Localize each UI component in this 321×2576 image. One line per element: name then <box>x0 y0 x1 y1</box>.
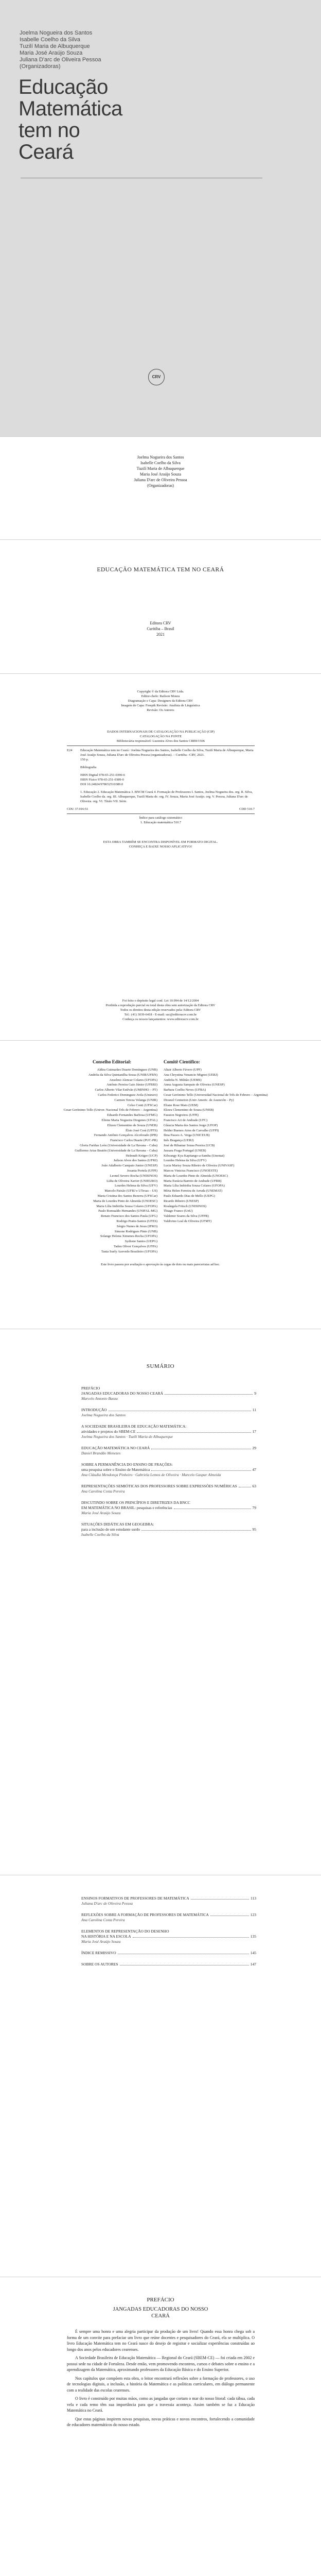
toc-entry-subtitle: JANGADAS EDUCADORAS DO NOSSO CEARÁ <box>81 1391 164 1396</box>
cip-pages: 150 p. <box>80 758 89 761</box>
committee-member: Paulo Eduardo Dias de Mello (UEPG) <box>164 1194 215 1198</box>
toc-entry-row <box>81 1962 256 1967</box>
toc-entry-authors: Maria José Araújo Souza <box>81 1511 121 1515</box>
toc-page-number: 95 <box>252 1527 256 1532</box>
rights-block <box>0 998 321 1022</box>
toc-list <box>81 1896 256 1973</box>
toc-page-number: 135 <box>250 1934 256 1939</box>
board-member: Jailson Alves dos Santos (UFRJ) <box>113 1159 157 1163</box>
contact-line: Tel.: (41) 3039-6418 - E-mail: sac@editoracrv.com.br <box>124 1013 197 1016</box>
preface-page <box>0 2277 321 2576</box>
cover-authors <box>20 30 101 70</box>
toc-entry[interactable] <box>81 1424 256 1439</box>
app-notice-line: CONHEÇA E BAIXE NOSSO APLICATIVO! <box>129 845 192 849</box>
paragraph: A Sociedade Brasileira de Educação Matemática — Regional do Ceará (SBEM-CE) — foi criada em 2002 e possui sede na cidade de Fortaleza. Desde então, vem promovendo encontros, cursos e debates sobre o ensino e a aprendizagem da Matemática, aproximando professores da Educação Básica e do Ensino Superior. <box>67 2355 255 2372</box>
toc-leader-dots <box>165 1391 253 1395</box>
board-member: Maria de Lourdes Pinto de Almeida (UNOESC) <box>93 1199 157 1203</box>
cip-index <box>67 814 255 825</box>
toc-leader-dots <box>210 1912 249 1916</box>
preface-heading: PREFÁCIO <box>147 2297 174 2303</box>
toc-entry-title: REPRESENTAÇÕES SEMIÓTICAS DOS PROFESSORES SOBRE EXPRESSÕES NUMÉRICAS <box>81 1484 237 1488</box>
toc-entry-authors: Joelma Nogueira dos Santos · Tuzilí Maria de Albuquerque <box>81 1434 173 1439</box>
toc-entry-subtitle: para a inclusão de um estudante surdo <box>81 1527 140 1532</box>
toc-page-number: 123 <box>250 1912 256 1917</box>
site-line: Conheça os nossos lançamentos: www.editoracrv.com.br <box>122 1018 199 1021</box>
toc-page-number: 63 <box>252 1484 256 1488</box>
publication-year: 2021 <box>156 632 165 637</box>
board-member: Maria Lília Imbiriba Sousa Colares (UFOPA) <box>96 1204 157 1208</box>
committee-member: Cesar Gerónimo Tello (Universidad Nacional de Três de Febrero – Argentina) <box>164 1093 268 1097</box>
toc-entry-row <box>81 1429 256 1434</box>
cip-title: DADOS INTERNACIONAIS DE CATALOGAÇÃO NA PUBLICAÇÃO (CIP) <box>107 730 215 734</box>
board-member: Sérgio Nunes de Jesus (IFRO) <box>117 1224 157 1228</box>
board-member: Josania Portela (UFPI) <box>127 1168 157 1173</box>
committee-member: Anna Augusta Sampaio de Oliveira (UNESP) <box>164 1083 225 1087</box>
toc-leader-dots <box>137 1429 251 1433</box>
board-member: Élsio José Corá (UFFS) <box>126 1128 157 1132</box>
cover-title-line: Ceará <box>19 141 74 163</box>
committee-member: Gláucia Maria dos Santos Jorge (UFOP) <box>164 1123 218 1127</box>
toc-entry[interactable] <box>81 1484 256 1494</box>
cip-entry-row <box>67 748 255 804</box>
cover-author: Tuzilí Maria de Albuquerque <box>20 43 90 49</box>
cover-image-line: Imagem de Capa: Freepik Revisão: Analista de Linguística <box>121 704 200 707</box>
paragraph: O livro é construído por muitas mãos, como as jangadas que cortam o mar do nosso litoral: cada tábua, cada vela e cada remo têm sua importância para que a travessia aconteça. Assim também se faz a Educação Matemática no Ceará. <box>67 2396 255 2413</box>
isbn-digital: ISBN Digital 978-65-251-0390-6 <box>80 773 126 777</box>
toc-entry[interactable] <box>81 1408 256 1418</box>
board-member: Maria Cristina dos Santos Bezerra (UFSCar) <box>97 1194 157 1198</box>
committee-member: Barbara Coelho Neves (UFBA) <box>164 1088 206 1092</box>
toc-leader-dots <box>239 1484 251 1487</box>
toc-entry-subtitle: NA HISTÓRIA E NA ESCOLA <box>81 1934 131 1939</box>
committee-member: Altair Alberto Fávero (UPF) <box>164 1068 202 1072</box>
toc-entry-row <box>81 1951 256 1956</box>
toc-entry[interactable] <box>81 1462 256 1478</box>
toc-leader-dots <box>133 1934 249 1938</box>
board-member: Carlos Alberto Vilar Estêvão (UMINHO – PT) <box>95 1088 157 1092</box>
legal-deposit: Foi feito o depósito legal conf. Lei 10.994 de 14/12/2004 <box>122 999 199 1003</box>
toc-page-number: 47 <box>252 1467 256 1472</box>
cip-card <box>67 745 255 811</box>
committee-member: Fauston Negreiros (UFPI) <box>164 1113 199 1117</box>
toc-entry-authors: Ana Carolina Costa Pereira <box>81 1489 125 1494</box>
toc-entry-title: EDUCAÇÃO MATEMÁTICA NO CEARÁ <box>81 1446 150 1450</box>
toc-entry-authors: Maria José Araújo Souza <box>81 1939 121 1944</box>
toc-page-number: 9 <box>254 1391 256 1396</box>
committee-member: Helder Buenos Aires de Carvalho (UFPI) <box>164 1128 219 1132</box>
toc-entry-row <box>81 1467 256 1472</box>
board-member: Aldira Guimarães Duarte Domínguez (UNB) <box>97 1068 157 1072</box>
committee-member: Rosângela Fritsch (UNISINOS) <box>164 1204 207 1208</box>
cover-page <box>0 0 321 437</box>
board-member: Fernando Antônio Gonçalves Alcoforado (IPB) <box>94 1133 157 1138</box>
toc-leader-dots <box>174 1505 251 1509</box>
cip-code: E24 <box>67 749 73 752</box>
toc-entry-row <box>81 1934 256 1939</box>
toc-page-number: 17 <box>252 1429 256 1434</box>
toc-entry-authors: Marcelo Antonio Baeza <box>81 1396 118 1401</box>
title-page <box>0 540 321 674</box>
index-label: Índice para catálogo sistemático <box>139 816 183 820</box>
toc-page-2 <box>0 1875 321 2277</box>
board-member: Elione Maria Nogueira Diogenes (UFAL) <box>101 1118 157 1122</box>
toc-page-number: 113 <box>251 1896 256 1901</box>
board-member: Guillermo Arias Beatón (Universidade de La Havana – Cuba) <box>75 1148 157 1153</box>
committee-member: Míria Helen Ferreira de Arruda (UNEMAT) <box>164 1189 223 1193</box>
peer-review-note: Este livro passou por avaliação e aprovação às cegas de dois ou mais pareceristas ad hoc. <box>101 1263 220 1266</box>
organizers-label: (Organizadoras) <box>147 483 174 488</box>
cip-entry: Educação Matemática tem no Ceará / Joelma Nogueira dos Santos, Isabelle Coelho da Silva, Tuzilí Maria de Albuquerque, Maria José Araújo Souza, Juliana D'arc de Oliveira Pessoa (organizadoras). – Curitiba : CRV, 2021. <box>80 749 254 757</box>
committee-member: Eliane Rose Maio (UEM) <box>164 1103 198 1107</box>
board-member: Andréia da Silva Quintanilha Sousa (UNIR/UFRN) <box>88 1073 157 1077</box>
doi: DOI 10.24824/978652510389.0 <box>80 783 123 786</box>
toc-entry-authors: Juliana D'arc de Oliveira Pessoa <box>81 1901 133 1906</box>
book-title: EDUCAÇÃO MATEMÁTICA TEM NO CEARÁ <box>97 567 224 573</box>
committee-member: Lourdes Helena da Silva (UFV) <box>164 1159 207 1163</box>
toc-entry-title: SITUAÇÕES DIDÁTICAS EM GEOGEBRA: <box>81 1522 154 1527</box>
editorial-board-page <box>0 1041 321 1329</box>
imprint <box>0 620 321 637</box>
board-member: Simone Rodrigues Pinto (UNB) <box>114 1229 157 1233</box>
toc-entry-title: ENSINOS FORMATIVOS DE PROFESSORES DE MATEMÁTICA <box>81 1896 189 1901</box>
board-member: Anselmo Alencar Colares (UFOPA) <box>109 1078 157 1082</box>
board-member: Eduardo Fernandes Barbosa (UFMG) <box>106 1113 157 1117</box>
index-entry: 1. Educação matemática 510.7 <box>140 821 182 824</box>
committee-member: Kilwangy Kya Kapitango-a-Samba (Unemat) <box>164 1154 225 1158</box>
toc-entry-row <box>81 1446 256 1451</box>
toc-entry-authors: Joelma Nogueira dos Santos <box>81 1413 126 1417</box>
committee-member: Jussara Fraga Portugal (UNEB) <box>164 1148 206 1153</box>
toc-entry-title: SOBRE OS AUTORES <box>81 1962 118 1967</box>
board-member: Elizeu Clementino de Souza (UNEB) <box>107 1123 157 1127</box>
digital-notice-line: ESTA OBRA TAMBÉM SE ENCONTRA DISPONÍVEL EM FORMATO DIGITAL. <box>103 840 218 844</box>
toc-page-number: 79 <box>252 1505 256 1510</box>
toc-entry-title: A SOCIEDADE BRASILEIRA DE EDUCAÇÃO MATEMÁTICA: <box>81 1424 187 1429</box>
cover-author: Juliana D'arc de Oliveira Pessoa <box>20 57 101 63</box>
toc-leader-dots <box>151 1446 251 1449</box>
toc-entry[interactable] <box>81 1951 256 1956</box>
committee-title: Comitê Científico: <box>164 1059 200 1064</box>
toc-entry[interactable] <box>81 1522 256 1537</box>
crv-logo: CRV <box>148 369 165 385</box>
committee-member: Marcos Vinicius Francisco (UNOESTE) <box>164 1168 218 1173</box>
cdd: CDD 510.7 <box>239 807 255 811</box>
organizers-block <box>0 454 321 488</box>
isbn-physical: ISBN Físico 978-65-251-0389-0 <box>80 778 124 782</box>
toc-entry-row <box>81 1527 256 1532</box>
toc-leader-dots <box>191 1896 249 1900</box>
toc-entry[interactable] <box>81 1962 256 1967</box>
toc-page-1 <box>0 1329 321 1875</box>
paragraph: Que estas páginas inspirem novas pesquisas, novas práticas e novos encontros, fortalecendo a comunidade de educadores matemáticos do nosso estado. <box>67 2416 255 2427</box>
toc-leader-dots <box>120 1962 249 1965</box>
toc-entry-title: INTRODUÇÃO <box>81 1408 107 1412</box>
board-member: Tadeu Oliver Gonçalves (UFPA) <box>113 1244 157 1248</box>
toc-entry[interactable] <box>81 1912 256 1923</box>
cip-subtitle: CATALOGAÇÃO NA FONTE <box>139 735 182 738</box>
cover-author: Isabelle Coelho da Silva <box>20 37 81 43</box>
cover-organizers-label: (Organizadoras) <box>20 63 61 70</box>
cover-author: Maria José Araújo Souza <box>20 50 83 56</box>
board-title: Conselho Editorial: <box>93 1059 132 1064</box>
cip-librarian: Bibliotecária responsável: Luzenira Alves dos Santos CRB9/1506 <box>116 739 205 743</box>
toc-entry[interactable] <box>81 1500 256 1516</box>
organizer-name: Tuzilí Maria de Albuquerque <box>136 466 185 471</box>
toc-entry-authors: Isabelle Coelho da Silva <box>81 1532 119 1537</box>
prohibition: Proibida a reprodução parcial ou total desta obra sem autorização da Editora CRV <box>105 1004 216 1007</box>
committee-member: Maria de Lourdes Pinto de Almeida (UNOESC) <box>164 1174 228 1178</box>
publisher-city: Curitiba – Brasil <box>147 626 174 631</box>
cover-title-line: Educação <box>19 76 108 98</box>
board-member: Cesar Gerónimo Tello (Univer. Nacional Três de Febrero – Argentina) <box>63 1108 157 1112</box>
editor-line: Editor-chefe: Railson Moura <box>141 694 180 698</box>
toc-entry-row <box>81 1505 256 1511</box>
organizer-name: Juliana D'arc de Oliveira Pessoa <box>134 478 187 482</box>
cover-author: Joelma Nogueira dos Santos <box>20 30 93 36</box>
committee-member: Thiago Franco (UnU) <box>164 1209 193 1213</box>
toc-entry-title: ELEMENTOS DE REPRESENTAÇÃO DO DESENHO <box>81 1929 169 1934</box>
toc-page-number: 11 <box>252 1408 256 1412</box>
committee-member: Ricardo Ribeiro (UNESP) <box>164 1199 199 1203</box>
board-member: Solange Helena Ximenes-Rocha (UFOPA) <box>100 1234 157 1239</box>
committee-member: Lucia Marisy Souza Ribeiro de Oliveira (UNIVASF) <box>164 1164 235 1168</box>
board-member: Sydione Santos (UEPG) <box>124 1240 157 1244</box>
cover-title-line: Matemática <box>19 97 122 120</box>
board-member: Lourdes Helena da Silva (UFV) <box>114 1184 157 1188</box>
toc-entry-title: DISCUTINDO SOBRE OS PRINCÍPIOS E DIRETRIZES DA BNCC <box>81 1500 190 1505</box>
toc-leader-dots <box>151 1467 251 1471</box>
committee-member: Andréia N. Militão (UEMS) <box>164 1078 202 1082</box>
copyright-page <box>0 674 321 1041</box>
toc-entry-subtitle: uma pesquisa sobre o Ensino de Matemática <box>81 1467 150 1472</box>
organizer-name: Joelma Nogueira dos Santos <box>137 455 184 460</box>
toc-entry-authors: Daniel Brandão Menezes <box>81 1451 121 1455</box>
committee-member: Inês Bragança (UERJ) <box>164 1139 194 1143</box>
committee-member: Valdivino Leal de Oliveira (UFMT) <box>164 1219 212 1223</box>
toc-leader-dots <box>118 1951 249 1954</box>
organizer-name: Maria José Araújo Souza <box>139 472 182 477</box>
cover-title-line: tem no <box>19 119 80 142</box>
toc-entry-row <box>81 1912 256 1918</box>
toc-entry-title: SOBRE A PERMANÊNCIA DO ENSINO DE FRAÇÕES: <box>81 1462 173 1467</box>
board-member: Marcelo Paixão (UFRJ e UTexas – US) <box>104 1189 157 1193</box>
board-member: Paulo Romualdo Hernandes (UNIFAL-MG) <box>98 1209 157 1213</box>
paragraph: Nos capítulos que compõem esta obra, o leitor encontrará reflexões sobre a formação de professores, o uso de tecnologias digitais, a inclusão, a história da Matemática e as políticas curriculares, em diálogo permanente com a realidade das escolas cearenses. <box>67 2376 255 2393</box>
toc-entry-subtitle: EM MATEMÁTICA NO BRASIL: pesquisas e referências <box>81 1505 172 1510</box>
toc-entry-authors: Ana Cláudia Mendonça Pinheiro · Gabriela Lemos de Oliveira · Marcelo Gaspar Almeida <box>81 1472 221 1477</box>
rights-reserved: Todos os direitos desta edição reservados pela: Editora CRV <box>120 1008 201 1012</box>
preface-title-block <box>0 2306 321 2319</box>
committee-member: Diosnel Centurion (Univ Americ. de Asunción – Py) <box>164 1098 234 1102</box>
toc-page-number: 147 <box>250 1962 256 1967</box>
committee-member: Ilma Passos A. Veiga (UNICEUB) <box>164 1133 210 1138</box>
toc-entry-subtitle: atividades e projetos do SBEM-CE <box>81 1429 136 1434</box>
toc-page-number: 145 <box>250 1951 256 1955</box>
board-member: Francisco Carlos Duarte (PUC-PR) <box>110 1139 157 1143</box>
committee-member: Maria Eurácia Barreto de Andrade (UFRB) <box>164 1179 222 1183</box>
cip-class-row <box>67 807 255 811</box>
publisher-name: Editora CRV <box>150 621 171 625</box>
paragraph: É sempre uma honra e uma alegria participar da produção de um livro! Quando essa honra chega sob a forma de um convite para prefaciar um livro que reúne docentes e pesquisadores do Ceará, ela se multiplica. O livro Educação Matemática tem no Ceará nasce do desejo de registrar e socializar experiências construídas ao longo dos anos pelos educadores cearenses. <box>67 2329 255 2352</box>
board-member: Carlos Federico Dominguez Avila (Unieuro) <box>98 1093 157 1097</box>
toc-entry-row <box>81 1896 256 1901</box>
toc-list <box>81 1386 256 1544</box>
cip-block <box>67 730 255 825</box>
board-member: Helmuth Krüger (UCP) <box>126 1154 157 1158</box>
toc-entry[interactable] <box>81 1929 256 1944</box>
board-member: Tania Suely Azevedo Brasileiro (UFOPA) <box>101 1249 157 1253</box>
board-member: Renato Francisco dos Santos Paula (UFG) <box>101 1214 157 1218</box>
toc-page-number: 29 <box>252 1446 256 1450</box>
board-member: Lídia de Oliveira Xavier (UNIEURO) <box>106 1179 157 1183</box>
toc-entry[interactable] <box>81 1386 256 1401</box>
organizer-name: Isabelle Coelho da Silva <box>140 461 181 465</box>
credits <box>0 689 321 713</box>
board-member: Antônio Pereira Gaio Júnior (UFRRJ) <box>106 1083 157 1087</box>
digital-notice <box>0 840 321 849</box>
toc-heading: SUMÁRIO <box>146 1363 175 1369</box>
review-line: Revisão: Os Autores <box>147 708 174 712</box>
toc-entry-row <box>81 1408 256 1413</box>
toc-leader-dots <box>109 1408 251 1411</box>
board-member: João Adalberto Campato Junior (UNESP) <box>101 1164 157 1168</box>
committee-member: Francisco Ari de Andrade (UFC) <box>164 1118 208 1122</box>
toc-entry[interactable] <box>81 1446 256 1456</box>
board-member: Celso Conti (UFSCar) <box>127 1103 157 1107</box>
board-member: Carmen Tereza Velanga (UNIR) <box>114 1098 157 1102</box>
cdu: CDU 37.016:51 <box>67 807 88 811</box>
copyright-line: Copyright © da Editora CRV Ltda. <box>137 690 184 693</box>
preface-title: JANGADAS EDUCADORAS DO NOSSO CEARÁ <box>113 2307 208 2319</box>
toc-entry-title: ÍNDICE REMISSIVO <box>81 1951 116 1955</box>
committee-member: Valdemir Soares da Silva (UFPB) <box>164 1214 209 1218</box>
committee-member: Maria Lília Imbiriba Sousa Colares (UFOPA) <box>164 1184 225 1188</box>
cip-bibliography: Bibliografia <box>80 766 97 769</box>
toc-entry-title: REFLEXÕES SOBRE A FORMAÇÃO DE PROFESSORES DE MATEMÁTICA <box>81 1912 209 1917</box>
half-title-page <box>0 437 321 540</box>
committee-member: Ana Chrystina Venancio Mignot (UERJ) <box>164 1073 218 1077</box>
board-member: Leonel Severo Rocha (UNISINOS) <box>110 1174 157 1178</box>
cip-subjects: 1. Educação 2. Educação Matemática 3. BNCM Ceará 4. Formação de Professores I. Santos, Joelma Nogueira dos. org. II. Silva, Isabelle Coelho da. org. III. Albuquerque, Tuzilí Maria de. org. IV. Souza, Maria José Araújo. org. V. Pessoa, Juliana D'arc de Oliveira. org. VI. Título VII. Série. <box>80 790 253 803</box>
design-line: Diagramação e Capa: Designers da Editora CRV <box>128 699 193 703</box>
toc-leader-dots <box>141 1527 251 1531</box>
toc-entry-row <box>81 1484 256 1489</box>
toc-entry-authors: Ana Carolina Costa Pereira <box>81 1918 125 1922</box>
cover-title <box>19 76 122 163</box>
board-member: Gloria Fariñas León (Universidade de La Havana – Cuba) <box>80 1143 157 1147</box>
committee-member: Elizeu Clementino de Souza (UNEB) <box>164 1108 214 1112</box>
board-member: Rodrigo Pratte-Santos (UFES) <box>116 1219 157 1223</box>
cip-entry-body <box>80 748 255 804</box>
committee-member: José de Ribamar Sousa Pereira (UCB) <box>164 1143 215 1147</box>
toc-entry-row <box>81 1391 256 1396</box>
preface-text <box>67 2329 255 2431</box>
toc-entry[interactable] <box>81 1896 256 1906</box>
toc-entry-title: PREFÁCIO <box>81 1386 100 1391</box>
board-list <box>36 1067 157 1254</box>
committee-list <box>164 1067 287 1224</box>
